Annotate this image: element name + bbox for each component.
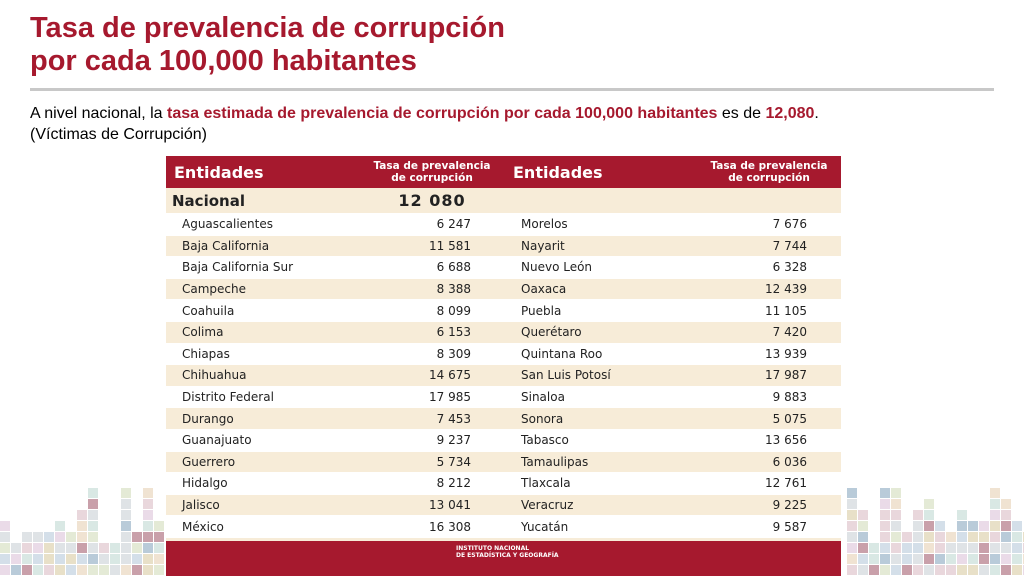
deco-block — [990, 521, 1000, 531]
deco-block — [924, 510, 934, 520]
deco-block — [891, 521, 901, 531]
deco-block — [946, 543, 956, 553]
deco-block — [990, 488, 1000, 498]
deco-block — [11, 565, 21, 575]
entity-left: Guerrero — [166, 451, 359, 473]
deco-block — [935, 532, 945, 542]
deco-block — [88, 554, 98, 564]
deco-block — [0, 532, 10, 542]
deco-block — [990, 532, 1000, 542]
value-left: 5 734 — [359, 451, 505, 473]
entity-right: Veracruz — [505, 494, 697, 516]
deco-block — [847, 521, 857, 531]
deco-block — [99, 554, 109, 564]
deco-block — [143, 532, 153, 542]
deco-block — [132, 565, 142, 575]
value-right: 7 420 — [697, 321, 841, 343]
deco-block — [44, 532, 54, 542]
deco-block — [902, 532, 912, 542]
deco-block — [913, 532, 923, 542]
value-right: 5 075 — [697, 408, 841, 430]
deco-block — [121, 521, 131, 531]
deco-block — [154, 554, 164, 564]
entity-right: Sonora — [505, 408, 697, 430]
entity-right: Nuevo León — [505, 257, 697, 279]
value-right: 6 328 — [697, 257, 841, 279]
deco-block — [154, 521, 164, 531]
value-left: 13 041 — [359, 494, 505, 516]
header-tasa-left: Tasa de prevalencia de corrupción — [359, 156, 505, 188]
value-left: 8 388 — [359, 278, 505, 300]
entity-left: Campeche — [166, 278, 359, 300]
deco-block — [77, 532, 87, 542]
deco-block — [66, 554, 76, 564]
header-entidades-left: Entidades — [166, 156, 359, 188]
deco-block — [979, 543, 989, 553]
deco-block — [957, 521, 967, 531]
deco-block — [33, 543, 43, 553]
entity-left: Baja California — [166, 235, 359, 257]
deco-block — [99, 543, 109, 553]
deco-block — [979, 554, 989, 564]
table-row — [166, 235, 841, 257]
deco-block — [847, 554, 857, 564]
entity-right: Morelos — [505, 214, 697, 236]
entity-right: Tamaulipas — [505, 451, 697, 473]
deco-block — [858, 532, 868, 542]
deco-block — [869, 554, 879, 564]
deco-block — [66, 565, 76, 575]
deco-block — [77, 565, 87, 575]
deco-block — [990, 554, 1000, 564]
entity-right: Oaxaca — [505, 278, 697, 300]
deco-block — [143, 543, 153, 553]
entity-left: Colima — [166, 321, 359, 343]
deco-block — [55, 532, 65, 542]
deco-block — [55, 554, 65, 564]
deco-block — [121, 499, 131, 509]
deco-block — [22, 565, 32, 575]
deco-block — [132, 532, 142, 542]
deco-block — [44, 543, 54, 553]
title-divider — [30, 88, 994, 91]
deco-block — [935, 521, 945, 531]
value-right: 9 883 — [697, 386, 841, 408]
deco-block — [891, 565, 901, 575]
summary-part2: es de — [717, 105, 766, 122]
inegi-logo-text: INSTITUTO NACIONAL DE ESTADÍSTICA Y GEOGRAFÍA — [456, 545, 559, 559]
deco-block — [968, 543, 978, 553]
value-left: 14 675 — [359, 365, 505, 387]
deco-block — [77, 510, 87, 520]
deco-block — [66, 543, 76, 553]
deco-block — [143, 488, 153, 498]
deco-block — [946, 565, 956, 575]
page-title-line1: Tasa de prevalencia de corrupción — [30, 12, 505, 44]
entity-left: Jalisco — [166, 494, 359, 516]
entity-right: Sinaloa — [505, 386, 697, 408]
deco-block — [924, 554, 934, 564]
deco-block — [935, 565, 945, 575]
deco-block — [924, 521, 934, 531]
deco-block — [0, 543, 10, 553]
value-left: 6 153 — [359, 321, 505, 343]
deco-block — [957, 565, 967, 575]
nacional-label: Nacional — [166, 188, 359, 214]
deco-block — [88, 565, 98, 575]
value-left: 6 688 — [359, 257, 505, 279]
nacional-value: 12 080 — [359, 188, 505, 214]
deco-block — [121, 565, 131, 575]
entity-right: Yucatán — [505, 516, 697, 538]
deco-block — [44, 565, 54, 575]
deco-block — [1001, 510, 1011, 520]
summary-text — [30, 103, 1000, 145]
table-row — [166, 257, 841, 279]
deco-block — [902, 543, 912, 553]
deco-block — [132, 554, 142, 564]
deco-block — [154, 543, 164, 553]
summary-part3: . — [814, 105, 819, 122]
deco-block — [946, 554, 956, 564]
deco-block — [968, 532, 978, 542]
value-left: 17 985 — [359, 386, 505, 408]
deco-block — [869, 543, 879, 553]
deco-block — [858, 565, 868, 575]
deco-block — [946, 532, 956, 542]
deco-block — [990, 543, 1000, 553]
deco-block — [11, 554, 21, 564]
entity-left: México — [166, 516, 359, 538]
deco-block — [121, 510, 131, 520]
entity-left: Guanajuato — [166, 429, 359, 451]
deco-block — [1001, 543, 1011, 553]
deco-block — [880, 565, 890, 575]
entity-left: Coahuila — [166, 300, 359, 322]
deco-block — [143, 510, 153, 520]
table-row — [166, 386, 841, 408]
deco-block — [979, 565, 989, 575]
table-row — [166, 429, 841, 451]
table-row — [166, 214, 841, 236]
deco-block — [110, 565, 120, 575]
deco-block — [968, 521, 978, 531]
deco-block — [935, 554, 945, 564]
deco-block — [847, 499, 857, 509]
entity-left: Distrito Federal — [166, 386, 359, 408]
deco-block — [121, 532, 131, 542]
deco-block — [11, 543, 21, 553]
table-row — [166, 408, 841, 430]
deco-block — [869, 565, 879, 575]
entity-right: Puebla — [505, 300, 697, 322]
value-left: 9 237 — [359, 429, 505, 451]
deco-block — [66, 532, 76, 542]
deco-block — [847, 532, 857, 542]
value-right: 17 987 — [697, 365, 841, 387]
table-row-nacional — [166, 188, 841, 214]
deco-block — [891, 499, 901, 509]
prevalence-table — [166, 156, 841, 560]
deco-block — [88, 543, 98, 553]
entity-left: Durango — [166, 408, 359, 430]
deco-block — [902, 554, 912, 564]
deco-block — [880, 521, 890, 531]
deco-block — [143, 499, 153, 509]
deco-block — [847, 543, 857, 553]
deco-block — [154, 532, 164, 542]
deco-block — [110, 543, 120, 553]
nacional-empty-1 — [505, 188, 697, 214]
entity-right: Quintana Roo — [505, 343, 697, 365]
page-title — [30, 12, 505, 78]
deco-block — [913, 521, 923, 531]
deco-block — [847, 488, 857, 498]
deco-block — [880, 499, 890, 509]
value-left: 8 212 — [359, 473, 505, 495]
table-row — [166, 473, 841, 495]
deco-block — [154, 565, 164, 575]
deco-block — [132, 543, 142, 553]
deco-block — [1001, 532, 1011, 542]
deco-block — [77, 554, 87, 564]
entity-left: Hidalgo — [166, 473, 359, 495]
deco-block — [913, 543, 923, 553]
summary-value: 12,080 — [765, 105, 815, 122]
header-entidades-right: Entidades — [505, 156, 697, 188]
page-title-line2: por cada 100,000 habitantes — [30, 45, 417, 77]
deco-block — [143, 521, 153, 531]
header-tasa-right: Tasa de prevalencia de corrupción — [697, 156, 841, 188]
value-right: 9 587 — [697, 516, 841, 538]
table-row — [166, 365, 841, 387]
entity-left: Aguascalientes — [166, 214, 359, 236]
deco-block — [891, 510, 901, 520]
value-right: 6 036 — [697, 451, 841, 473]
entity-right: Querétaro — [505, 321, 697, 343]
deco-block — [880, 543, 890, 553]
entity-right: Tlaxcala — [505, 473, 697, 495]
deco-block — [22, 543, 32, 553]
summary-line2: (Víctimas de Corrupción) — [30, 126, 207, 143]
deco-block — [1012, 565, 1022, 575]
deco-block — [0, 521, 10, 531]
deco-block — [121, 488, 131, 498]
deco-block — [0, 565, 10, 575]
deco-block — [880, 510, 890, 520]
value-right: 13 939 — [697, 343, 841, 365]
table-row — [166, 343, 841, 365]
deco-block — [891, 488, 901, 498]
entity-right: San Luis Potosí — [505, 365, 697, 387]
value-left: 16 308 — [359, 516, 505, 538]
entity-right: Tabasco — [505, 429, 697, 451]
deco-block — [891, 532, 901, 542]
summary-part1: A nivel nacional, la — [30, 105, 167, 122]
table-row — [166, 321, 841, 343]
deco-block — [880, 532, 890, 542]
deco-block — [913, 554, 923, 564]
deco-block — [88, 488, 98, 498]
deco-block — [902, 565, 912, 575]
deco-block — [880, 554, 890, 564]
deco-block — [990, 499, 1000, 509]
deco-block — [1001, 554, 1011, 564]
deco-block — [891, 543, 901, 553]
value-left: 6 247 — [359, 214, 505, 236]
value-left: 11 581 — [359, 235, 505, 257]
deco-block — [55, 543, 65, 553]
deco-block — [143, 565, 153, 575]
deco-block — [1001, 499, 1011, 509]
table-header-row — [166, 156, 841, 188]
deco-block — [979, 532, 989, 542]
deco-block — [924, 565, 934, 575]
value-right: 12 439 — [697, 278, 841, 300]
deco-block — [957, 543, 967, 553]
deco-block — [33, 565, 43, 575]
value-right: 9 225 — [697, 494, 841, 516]
deco-block — [957, 532, 967, 542]
deco-block — [858, 521, 868, 531]
deco-block — [891, 554, 901, 564]
deco-block — [0, 554, 10, 564]
deco-block — [880, 488, 890, 498]
deco-block — [1012, 543, 1022, 553]
deco-block — [1001, 565, 1011, 575]
deco-block — [88, 510, 98, 520]
deco-block — [968, 565, 978, 575]
deco-block — [22, 554, 32, 564]
deco-block — [924, 543, 934, 553]
deco-block — [913, 510, 923, 520]
table-row — [166, 494, 841, 516]
table-row — [166, 516, 841, 538]
deco-block — [77, 543, 87, 553]
value-left: 8 309 — [359, 343, 505, 365]
value-right: 13 656 — [697, 429, 841, 451]
deco-block — [143, 554, 153, 564]
value-left: 8 099 — [359, 300, 505, 322]
deco-block — [1012, 532, 1022, 542]
deco-block — [924, 499, 934, 509]
value-right: 12 761 — [697, 473, 841, 495]
deco-block — [858, 543, 868, 553]
deco-block — [77, 521, 87, 531]
deco-block — [121, 554, 131, 564]
deco-block — [957, 510, 967, 520]
value-right: 7 744 — [697, 235, 841, 257]
deco-block — [55, 565, 65, 575]
deco-block — [913, 565, 923, 575]
deco-block — [990, 565, 1000, 575]
entity-right: Nayarit — [505, 235, 697, 257]
table-row — [166, 300, 841, 322]
value-right: 7 676 — [697, 214, 841, 236]
deco-block — [55, 521, 65, 531]
deco-block — [33, 532, 43, 542]
deco-block — [847, 510, 857, 520]
entity-left: Chihuahua — [166, 365, 359, 387]
deco-block — [858, 510, 868, 520]
table-row — [166, 451, 841, 473]
deco-block — [88, 521, 98, 531]
deco-block — [990, 510, 1000, 520]
deco-block — [88, 532, 98, 542]
summary-highlight: tasa estimada de prevalencia de corrupción por cada 100,000 habitantes — [166, 105, 718, 122]
deco-block — [88, 499, 98, 509]
deco-block — [44, 554, 54, 564]
deco-block — [858, 554, 868, 564]
deco-block — [1012, 521, 1022, 531]
entity-left: Baja California Sur — [166, 257, 359, 279]
deco-block — [22, 532, 32, 542]
deco-block — [847, 565, 857, 575]
deco-block — [924, 532, 934, 542]
value-right: 11 105 — [697, 300, 841, 322]
deco-block — [99, 565, 109, 575]
entity-left: Chiapas — [166, 343, 359, 365]
table-row — [166, 278, 841, 300]
deco-block — [110, 554, 120, 564]
deco-block — [935, 543, 945, 553]
nacional-empty-2 — [697, 188, 841, 214]
deco-block — [979, 521, 989, 531]
deco-block — [968, 554, 978, 564]
deco-block — [1001, 521, 1011, 531]
value-left: 7 453 — [359, 408, 505, 430]
deco-block — [1012, 554, 1022, 564]
deco-block — [33, 554, 43, 564]
deco-block — [957, 554, 967, 564]
deco-block — [121, 543, 131, 553]
